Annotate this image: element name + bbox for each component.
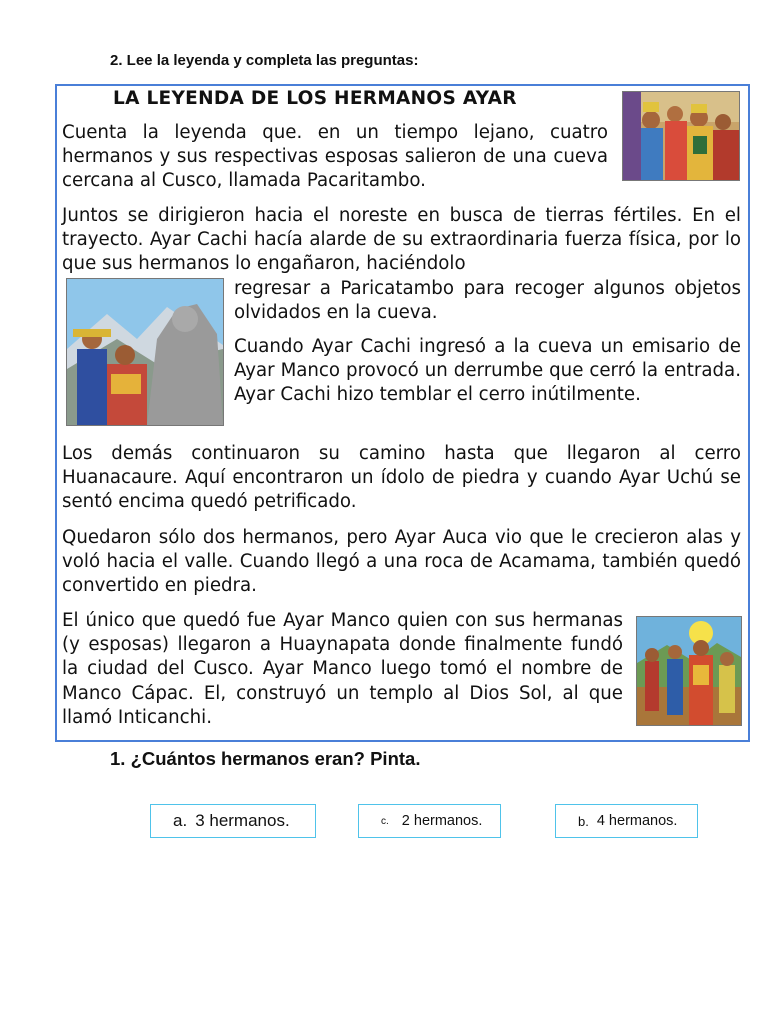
- reading-title: LA LEYENDA DE LOS HERMANOS AYAR: [113, 88, 517, 109]
- option-b-box[interactable]: [555, 804, 698, 838]
- option-c-box[interactable]: [358, 804, 501, 838]
- paragraph-6: El único que quedó fue Ayar Manco quien con sus hermanas (y esposas) llegaron a Huaynapata donde finalmente fundó la ciudad del Cusco. Ayar Manco luego tomó el nombre de Manco Cápac. El, construyó un templo al Dios Sol, al que llamó Inticanchi.: [62, 610, 623, 728]
- paragraph-5: Quedaron sólo dos hermanos, pero Ayar Auca vio que le crecieron alas y voló hacia el valle. Cuando llegó a una roca de Acamama, también quedó convertido en piedra.: [62, 527, 741, 597]
- instruction-heading: 2. Lee la leyenda y completa las preguntas:: [110, 52, 419, 69]
- question-1: 1. ¿Cuántos hermanos eran? Pinta.: [110, 748, 421, 769]
- option-a-letter: a.: [173, 811, 188, 830]
- ayar-brothers-illustration: [622, 91, 740, 181]
- option-b-letter: b.: [578, 813, 589, 829]
- option-a-box[interactable]: [150, 804, 316, 838]
- manco-capac-illustration: [636, 616, 742, 726]
- ayar-cachi-illustration: [66, 278, 224, 426]
- option-c-letter: c.: [381, 815, 389, 827]
- paragraph-4: Los demás continuaron su camino hasta que llegaron al cerro Huanacaure. Aquí encontraron un ídolo de piedra y cuando Ayar Uchú se sentó encima quedó petrificado.: [62, 443, 741, 513]
- paragraph-2-bottom: regresar a Paricatambo para recoger algunos objetos olvidados en la cueva.: [234, 278, 741, 324]
- option-c-label: 2 hermanos.: [401, 813, 483, 829]
- paragraph-2-top: Juntos se dirigieron hacia el noreste en busca de tierras fértiles. En el trayecto. Ayar Cachi hacía alarde de su extraordinaria fuerza física, por lo que sus hermanos lo engañaron, haciéndolo: [62, 205, 741, 275]
- option-b-label: 4 hermanos.: [596, 813, 678, 829]
- paragraph-1: Cuenta la leyenda que. en un tiempo lejano, cuatro hermanos y sus respectivas esposas salieron de una cueva cercana al Cusco, llamada Pacaritambo.: [62, 122, 608, 192]
- option-a-label: 3 hermanos.: [195, 811, 290, 830]
- paragraph-3: Cuando Ayar Cachi ingresó a la cueva un emisario de Ayar Manco provocó un derrumbe que cerró la entrada. Ayar Cachi hizo temblar el cerro inútilmente.: [234, 336, 741, 406]
